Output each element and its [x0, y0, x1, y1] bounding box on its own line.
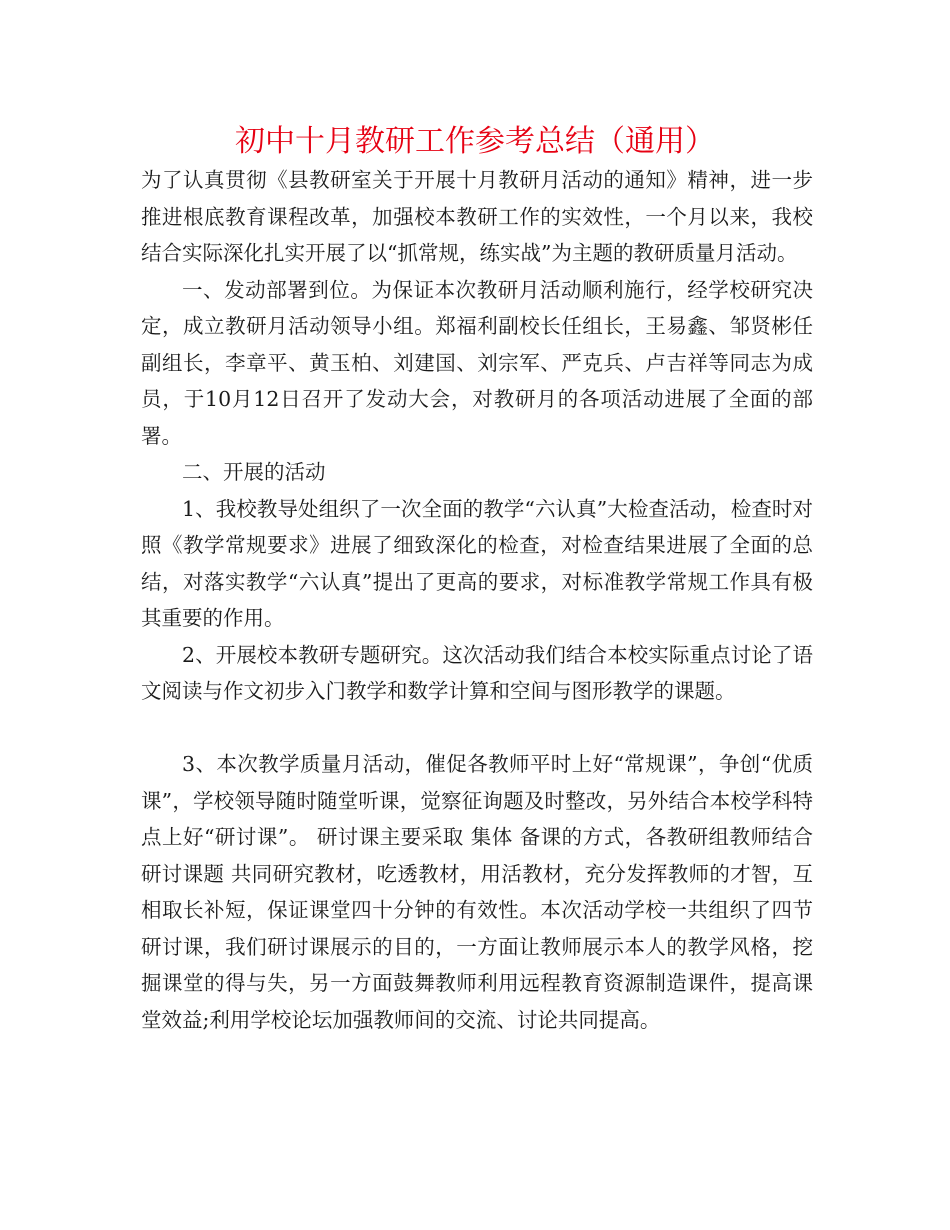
activity-research-paragraph: 2、开展校本教研专题研究。这次活动我们结合本校实际重点讨论了语文阅读与作文初步入门教学和数学计算和空间与图形教学的课题。: [141, 642, 813, 703]
document-body: [141, 162, 813, 1038]
activity-quality-month-paragraph: 3、本次教学质量月活动，催促各教师平时上好“常规课”，争创“优质课”，学校领导随时随堂听课，觉察征询题及时整改，另外结合本校学科特点上好“研讨课”。 研讨课主要采取 集体 备课的方式，各教研组教师结合研讨课题 共同研究教材，吃透教材，用活教材，充分发挥教师的才智，互相取长补短，保证课堂四十分钟的有效性。本次活动学校一共组织了四节研讨课，我们研讨课展示的目的，一方面让教师展示本人的教学风格，挖掘课堂的得与失，另一方面鼓舞教师利用远程教育资源制造课件，提高课堂效益;利用学校论坛加强教师间的交流、讨论共同提高。: [141, 752, 813, 1032]
intro-paragraph: 为了认真贯彻《县教研室关于开展十月教研月活动的通知》精神，进一步推进根底教育课程改革，加强校本教研工作的实效性，一个月以来，我校结合实际深化扎实开展了以“抓常规，练实战”为主题的教研质量月活动。: [141, 168, 813, 265]
section-mobilization-paragraph: 一、发动部署到位。为保证本次教研月活动顺利施行，经学校研究决定，成立教研月活动领导小组。郑福利副校长任组长，王易鑫、邹贤彬任副组长，李章平、黄玉柏、刘建国、刘宗军、严克兵、卢吉祥等同志为成员，于10月12日召开了发动大会，对教研月的各项活动进展了全面的部署。: [141, 277, 813, 448]
paragraph-spacer: [141, 710, 813, 747]
section-activities-heading: 二、开展的活动: [182, 460, 326, 484]
activity-inspection-paragraph: 1、我校教导处组织了一次全面的教学“六认真”大检查活动，检查时对照《教学常规要求》进展了细致深化的检查，对检查结果进展了全面的总结，对落实教学“六认真”提出了更高的要求，对标准教学常规工作具有极其重要的作用。: [141, 496, 813, 630]
document-title: 初中十月教研工作参考总结（通用）: [235, 124, 715, 159]
